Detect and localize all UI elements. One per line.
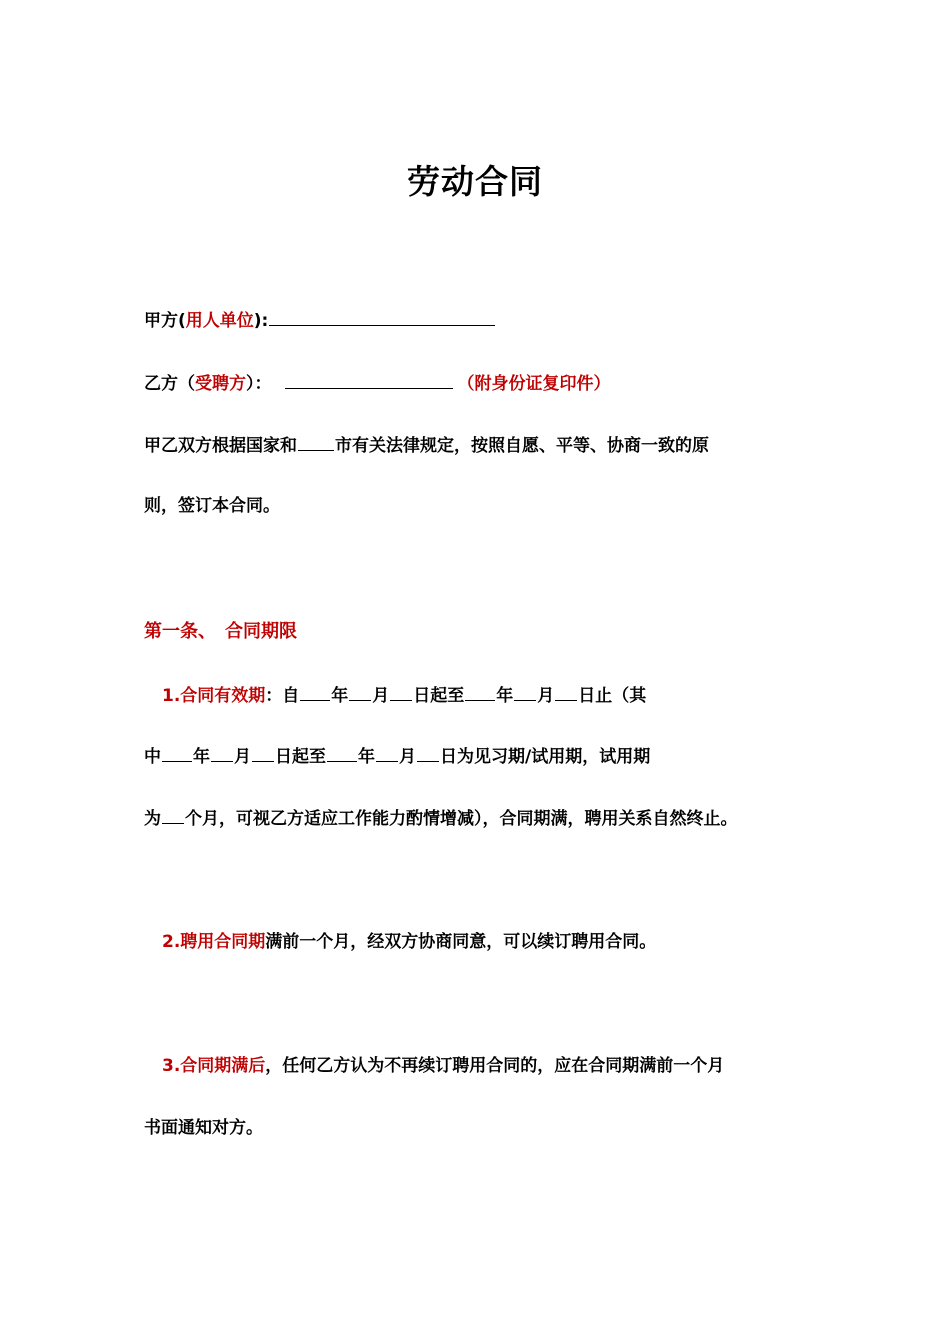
day-from-label: 日起至 bbox=[275, 747, 326, 767]
probation-start-month-blank[interactable] bbox=[211, 743, 233, 762]
item-1-line-2 bbox=[144, 743, 650, 769]
party-a-label: 甲方( bbox=[144, 311, 186, 331]
party-a-suffix: ): bbox=[253, 311, 269, 331]
item-1-line-2-start: 中 bbox=[144, 747, 161, 767]
item-1-line-1 bbox=[162, 682, 646, 708]
item-3-line-1 bbox=[162, 1054, 724, 1078]
party-b-blank[interactable] bbox=[285, 370, 453, 389]
item-2-label: 2.聘用合同期 bbox=[162, 932, 266, 952]
party-a-blank[interactable] bbox=[269, 307, 495, 326]
item-1-colon: ：自 bbox=[265, 686, 300, 706]
document-title: 劳动合同 bbox=[407, 162, 543, 201]
item-1-line-3-start: 为 bbox=[144, 809, 161, 829]
item-1-label: 1.合同有效期 bbox=[162, 686, 266, 706]
party-b-label: 乙方（ bbox=[144, 374, 195, 394]
probation-start-year-blank[interactable] bbox=[162, 743, 192, 762]
end-year-blank[interactable] bbox=[465, 682, 495, 701]
article-1-heading: 第一条、 合同期限 bbox=[144, 621, 297, 642]
item-1-line-2-end: 日为见习期/试用期，试用期 bbox=[440, 747, 651, 767]
intro-line-1 bbox=[144, 432, 709, 458]
year-label: 年 bbox=[331, 686, 349, 706]
item-2-line bbox=[162, 930, 656, 954]
item-3-line-2: 书面通知对方。 bbox=[144, 1118, 263, 1138]
intro-text-a: 甲乙双方根据国家和 bbox=[144, 436, 297, 456]
day-from-label: 日起至 bbox=[413, 686, 465, 706]
end-day-blank[interactable] bbox=[555, 682, 577, 701]
party-b-line bbox=[144, 370, 611, 396]
intro-text-b: 市有关法律规定，按照自愿、平等、协商一致的原 bbox=[335, 436, 709, 456]
start-day-blank[interactable] bbox=[390, 682, 412, 701]
party-a-role: 用人单位 bbox=[185, 311, 254, 331]
month-label: 月 bbox=[399, 747, 416, 767]
year-label: 年 bbox=[358, 747, 375, 767]
party-b-note: （附身份证复印件） bbox=[457, 374, 611, 394]
year-label: 年 bbox=[193, 747, 210, 767]
probation-start-day-blank[interactable] bbox=[252, 743, 274, 762]
start-year-blank[interactable] bbox=[300, 682, 330, 701]
probation-end-year-blank[interactable] bbox=[327, 743, 357, 762]
party-a-line bbox=[144, 307, 496, 333]
item-1-line-3 bbox=[144, 805, 738, 831]
item-3-label: 3.合同期满后 bbox=[162, 1056, 266, 1076]
month-label: 月 bbox=[372, 686, 390, 706]
day-to-label: 日止（其 bbox=[578, 686, 647, 706]
end-month-blank[interactable] bbox=[514, 682, 536, 701]
party-b-role: 受聘方 bbox=[195, 374, 246, 394]
month-label: 月 bbox=[234, 747, 251, 767]
start-month-blank[interactable] bbox=[349, 682, 371, 701]
item-2-text: 满前一个月，经双方协商同意，可以续订聘用合同。 bbox=[265, 932, 657, 952]
item-1-line-3-end: 个月，可视乙方适应工作能力酌情增减），合同期满，聘用关系自然终止。 bbox=[185, 809, 738, 829]
month-label: 月 bbox=[537, 686, 555, 706]
probation-end-day-blank[interactable] bbox=[417, 743, 439, 762]
item-3-text: ，任何乙方认为不再续订聘用合同的，应在合同期满前一个月 bbox=[265, 1056, 725, 1076]
party-b-suffix: ）： bbox=[246, 374, 272, 394]
probation-months-blank[interactable] bbox=[162, 805, 184, 824]
year-label: 年 bbox=[496, 686, 514, 706]
intro-line-2: 则，签订本合同。 bbox=[144, 496, 280, 516]
city-blank[interactable] bbox=[298, 432, 334, 451]
probation-end-month-blank[interactable] bbox=[376, 743, 398, 762]
